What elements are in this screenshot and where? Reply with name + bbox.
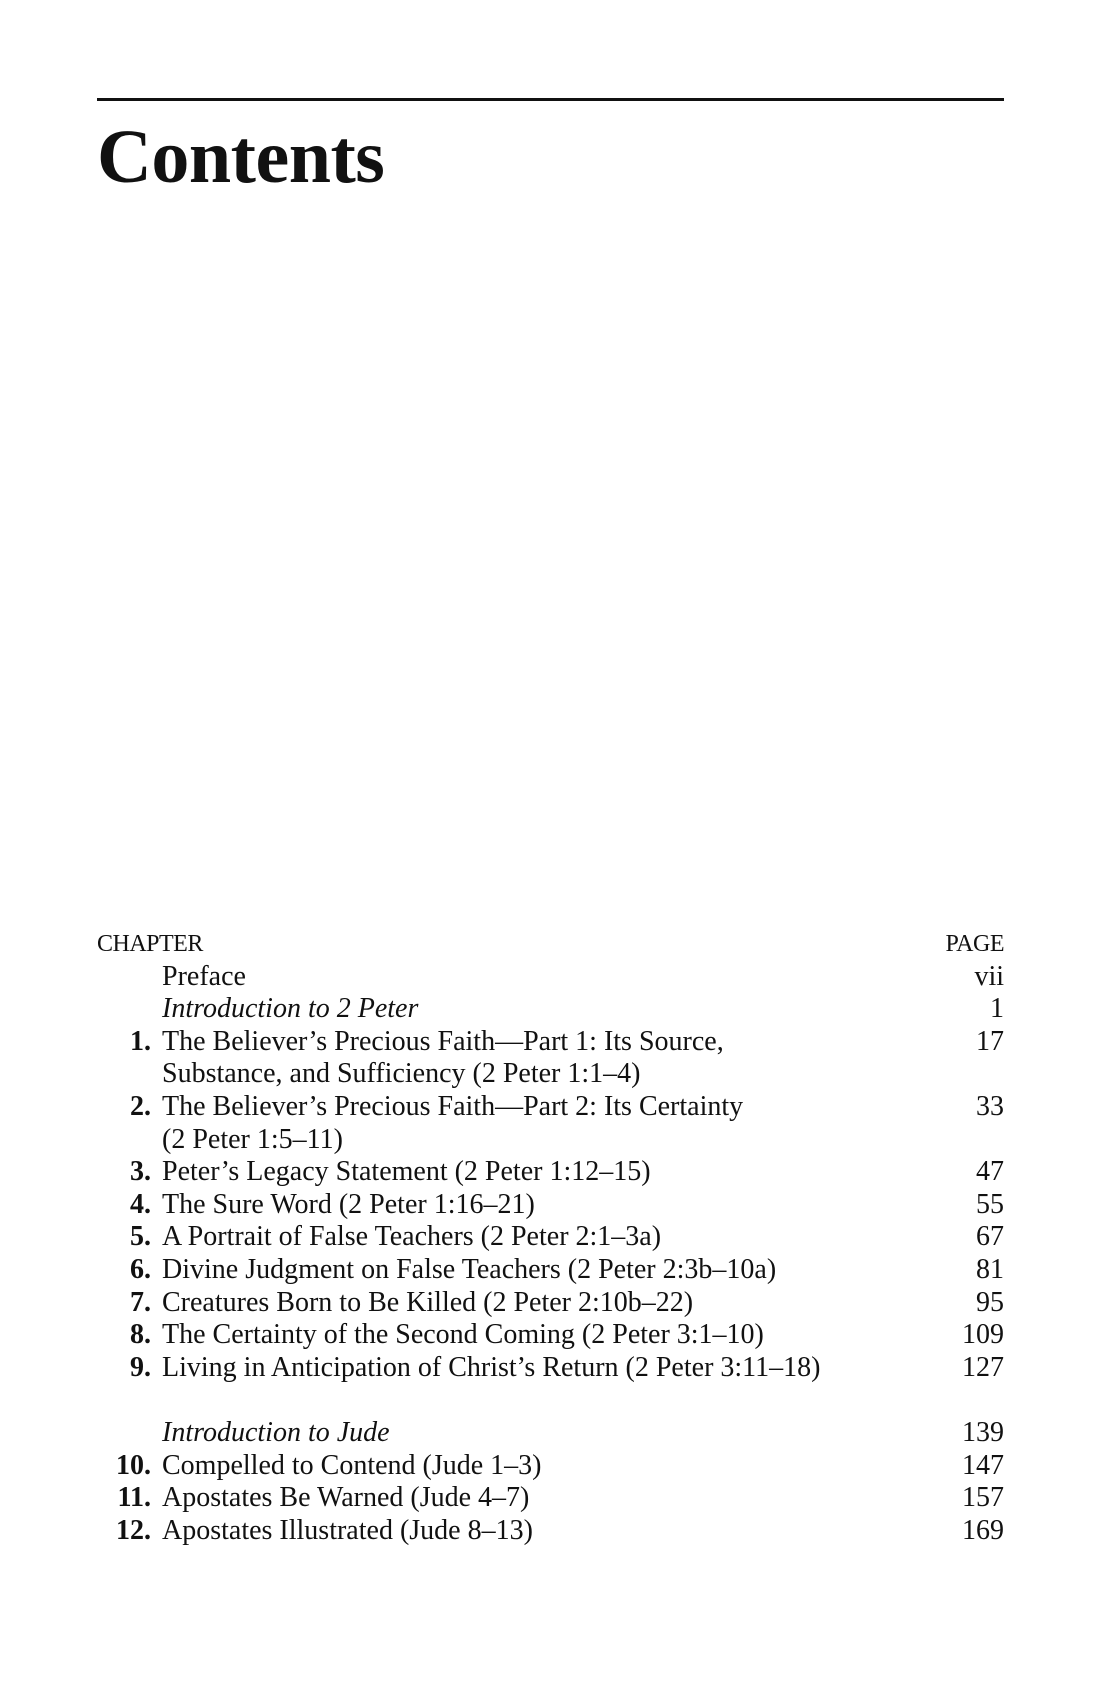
page-number: 81	[976, 1253, 1004, 1285]
page-column-label: PAGE	[945, 931, 1004, 957]
chapter-number: 10.	[116, 1449, 151, 1481]
chapter-title: The Believer’s Precious Faith—Part 2: Its Certainty (2 Peter 1:5–11)	[162, 1090, 744, 1155]
toc-entry[interactable]	[97, 1189, 1004, 1222]
page-number: 1	[990, 993, 1004, 1025]
chapter-number: 1.	[130, 1025, 151, 1057]
toc-entry[interactable]	[97, 1156, 1004, 1189]
chapter-number: 2.	[130, 1090, 151, 1122]
page-number: vii	[974, 960, 1004, 992]
chapter-number: 5.	[130, 1221, 151, 1253]
chapter-title: The Sure Word (2 Peter 1:16–21)	[162, 1188, 535, 1220]
toc-entry[interactable]	[97, 1352, 1004, 1385]
chapter-title: Creatures Born to Be Killed (2 Peter 2:10b–22)	[162, 1286, 694, 1318]
chapter-column-label: CHAPTER	[97, 931, 203, 957]
chapter-number: 12.	[116, 1514, 151, 1546]
page-number: 147	[962, 1449, 1004, 1481]
toc-header	[97, 928, 1004, 961]
chapter-number: 11.	[117, 1482, 151, 1514]
chapter-title: Preface	[162, 960, 246, 992]
chapter-title: Introduction to 2 Peter	[162, 993, 419, 1025]
page-number: 127	[962, 1351, 1004, 1383]
top-rule	[97, 98, 1004, 101]
toc-entry[interactable]	[97, 993, 1004, 1026]
toc-entry[interactable]	[97, 1482, 1004, 1515]
chapter-title: Introduction to Jude	[162, 1416, 390, 1448]
page-number: 55	[976, 1188, 1004, 1220]
toc-entry[interactable]	[97, 1254, 1004, 1287]
toc-entry[interactable]	[97, 1515, 1004, 1548]
page-title: Contents	[97, 115, 385, 199]
page-number: 169	[962, 1514, 1004, 1546]
chapter-number: 8.	[130, 1319, 151, 1351]
chapter-number	[97, 993, 162, 1026]
chapter-title: The Certainty of the Second Coming (2 Peter 3:1–10)	[162, 1319, 764, 1351]
page-number: 109	[962, 1319, 1004, 1351]
toc-entry[interactable]	[97, 1026, 1004, 1091]
page-number: 17	[976, 1025, 1004, 1057]
chapter-number	[97, 961, 162, 994]
chapter-title: A Portrait of False Teachers (2 Peter 2:1–3a)	[162, 1221, 662, 1253]
page-number: 95	[976, 1286, 1004, 1318]
chapter-number	[97, 1417, 162, 1450]
page-number: 47	[976, 1156, 1004, 1188]
chapter-title: The Believer’s Precious Faith—Part 1: Its Source, Substance, and Sufficiency (2 Peter 1:1–4)	[162, 1025, 724, 1090]
toc-entry[interactable]	[97, 1091, 1004, 1156]
chapter-number: 6.	[130, 1253, 151, 1285]
toc-entry[interactable]	[97, 1319, 1004, 1352]
table-of-contents	[97, 928, 1004, 1547]
chapter-number: 9.	[130, 1351, 151, 1383]
page-number: 33	[976, 1090, 1004, 1122]
chapter-title: Divine Judgment on False Teachers (2 Peter 2:3b–10a)	[162, 1253, 777, 1285]
page-number: 157	[962, 1482, 1004, 1514]
chapter-title: Compelled to Contend (Jude 1–3)	[162, 1449, 542, 1481]
chapter-title: Peter’s Legacy Statement (2 Peter 1:12–15)	[162, 1156, 651, 1188]
section-spacer	[97, 1384, 1004, 1417]
toc-entry[interactable]	[97, 1287, 1004, 1320]
chapter-title: Apostates Illustrated (Jude 8–13)	[162, 1514, 533, 1546]
toc-entry[interactable]	[97, 1221, 1004, 1254]
toc-entry[interactable]	[97, 1450, 1004, 1483]
chapter-title: Living in Anticipation of Christ’s Return (2 Peter 3:11–18)	[162, 1351, 821, 1383]
chapter-number: 7.	[130, 1286, 151, 1318]
toc-entry[interactable]	[97, 1417, 1004, 1450]
chapter-number: 3.	[130, 1156, 151, 1188]
chapter-title: Apostates Be Warned (Jude 4–7)	[162, 1482, 530, 1514]
chapter-number: 4.	[130, 1188, 151, 1220]
toc-entry[interactable]	[97, 961, 1004, 994]
page-number: 139	[962, 1416, 1004, 1448]
page-number: 67	[976, 1221, 1004, 1253]
